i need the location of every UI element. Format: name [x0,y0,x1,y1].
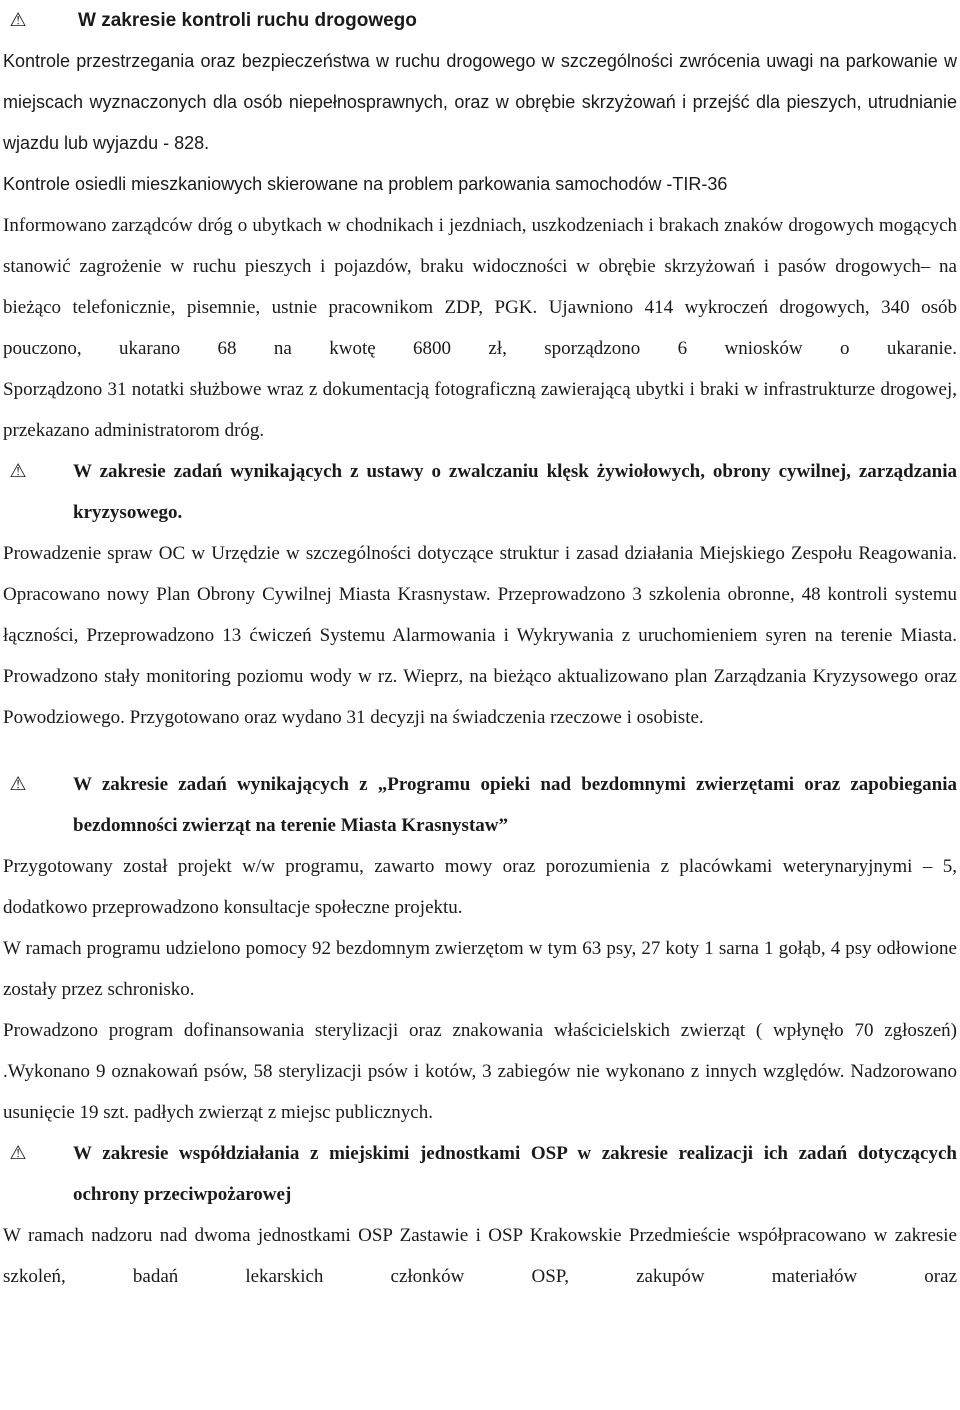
section-heading [3,764,957,846]
paragraph: W ramach programu udzielono pomocy 92 bezdomnym zwierzętom w tym 63 psy, 27 koty 1 sarna 1 gołąb, 4 psy odłowione zostały przez schronisko. [3,938,957,1000]
section-fire-protection [3,1133,957,1297]
section-heading [3,451,957,533]
paragraph: Przygotowany został projekt w/w programu, zawarto mowy oraz porozumienia z placówkami weterynaryjnymi – 5, dodatkowo przeprowadzono konsultacje społeczne projektu. [3,856,957,918]
paragraph: Kontrole przestrzegania oraz bezpieczeństwa w ruchu drogowego w szczególności zwrócenia uwagi na parkowanie w miejscach wyznaczonych dla osób niepełnosprawnych, oraz w obrębie skrzyżowań i przejść dla pieszych, utrudnianie wjazdu lub wyjazdu - 828. [3,51,957,153]
paragraph: Prowadzono program dofinansowania sterylizacji oraz znakowania właścicielskich zwierząt ( wpłynęło 70 zgłoszeń) .Wykonano 9 oznakowań psów, 58 sterylizacji psów i kotów, 3 zabiegów nie wykonano z innych względów. Nadzorowano usunięcie 19 szt. padłych zwierząt z miejsc publicznych. [3,1020,957,1123]
paragraph: W ramach nadzoru nad dwoma jednostkami OSP Zastawie i OSP Krakowskie Przedmieście współpracowano w zakresie szkoleń, badań lekarskich członków OSP, zakupów materiałów oraz [3,1225,957,1287]
heading-text: W zakresie zadań wynikających z „Programu opieki nad bezdomnymi zwierzętami oraz zapobiegania bezdomności zwierząt na terenie Miasta Krasnystaw” [73,774,957,836]
warning-bullet-icon: ⚠ [9,1143,27,1164]
paragraph: Informowano zarządców dróg o ubytkach w chodnikach i jezdniach, uszkodzeniach i brakach znaków drogowych mogących stanowić zagrożenie w ruchu pieszych i pojazdów, braku widoczności w obrębie skrzyżowań i pasów drogowych– na bieżąco telefonicznie, pisemnie, ustnie pracownikom ZDP, PGK. Ujawniono 414 wykroczeń drogowych, 340 osób pouczono, ukarano 68 na kwotę 6800 zł, sporządzono 6 wniosków o ukaranie. [3,215,957,359]
warning-bullet-icon: ⚠ [9,774,27,795]
heading-text: W zakresie współdziałania z miejskimi jednostkami OSP w zakresie realizacji ich zadań dotyczących ochrony przeciwpożarowej [73,1143,957,1205]
section-heading [3,1133,957,1215]
warning-bullet-icon: ⚠ [9,461,27,482]
paragraph: Kontrole osiedli mieszkaniowych skierowane na problem parkowania samochodów -TIR-36 [3,174,728,194]
section-crisis-management [3,451,957,738]
warning-bullet-icon: ⚠ [9,10,27,31]
spacer [3,738,957,764]
paragraph: Sporządzono 31 notatki służbowe wraz z dokumentacją fotograficzną zawierającą ubytki i braki w infrastrukturze drogowej, przekazano administratorom dróg. [3,379,957,441]
section-heading [3,0,957,41]
heading-text: W zakresie zadań wynikających z ustawy o zwalczaniu klęsk żywiołowych, obrony cywilnej, zarządzania kryzysowego. [73,461,957,523]
paragraph: Prowadzenie spraw OC w Urzędzie w szczególności dotyczące struktur i zasad działania Miejskiego Zespołu Reagowania. Opracowano nowy Plan Obrony Cywilnej Miasta Krasnystaw. Przeprowadzono 3 szkolenia obronne, 48 kontroli systemu łączności, Przeprowadzono 13 ćwiczeń Systemu Alarmowania i Wykrywania z uruchomieniem syren na terenie Miasta. Prowadzono stały monitoring poziomu wody w rz. Wieprz, na bieżąco aktualizowano plan Zarządzania Kryzysowego oraz Powodziowego. Przygotowano oraz wydano 31 decyzji na świadczenia rzeczowe i osobiste. [3,543,957,728]
section-homeless-animals [3,764,957,1133]
section-traffic-control [3,0,957,451]
heading-text: W zakresie kontroli ruchu drogowego [78,10,417,31]
